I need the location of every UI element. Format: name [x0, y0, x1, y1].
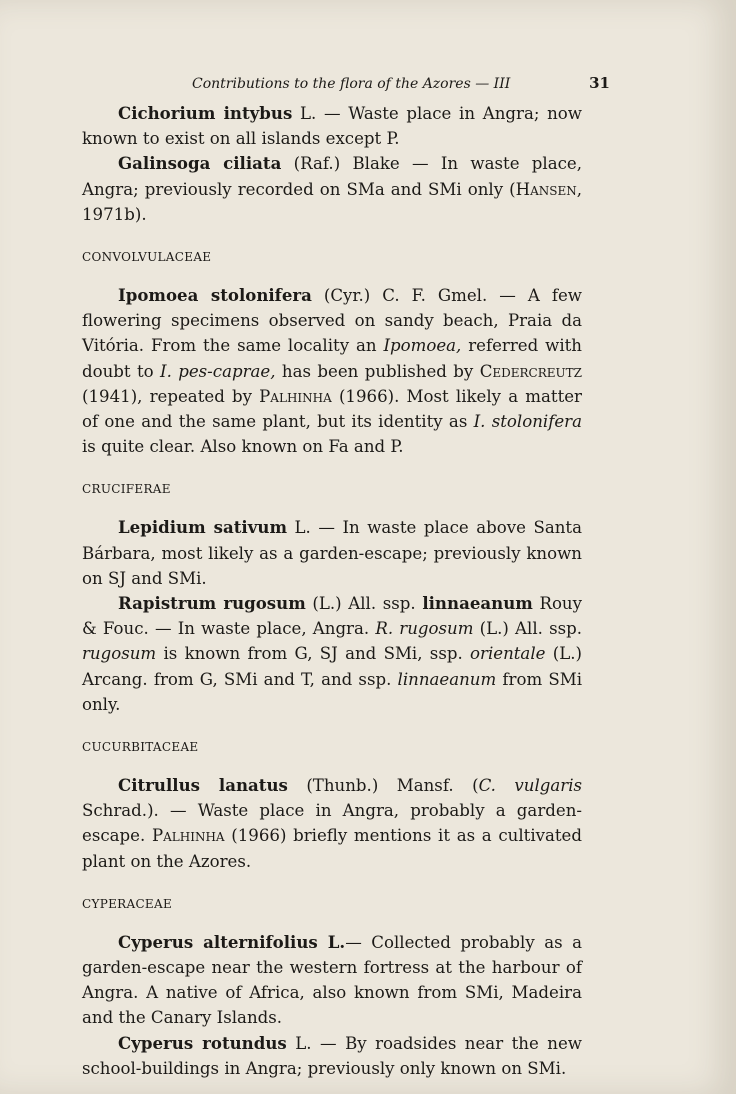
running-title: Contributions to the flora of the Azores — III	[192, 76, 511, 92]
author-name: Hansen	[515, 179, 577, 199]
entry-galinsoga: Galinsoga ciliata (Raf.) Blake — In waste place, Angra; previously recorded on SMa and SMi only (Hansen, 1971b).	[82, 153, 583, 224]
entry-cyperus-rotundus: Cyperus rotundus L. — By roadsides near the new school-buildings in Angra; previously only known on SMi.	[82, 1032, 582, 1078]
entry-cichorium: Cichorium intybus L. — Waste place in Angra; now known to exist on all islands except P.	[82, 103, 582, 149]
species-name: Ipomoea stolonifera	[118, 285, 312, 306]
author-name: Palhinha	[259, 386, 332, 406]
entry-citrullus: Citrullus lanatus (Thunb.) Mansf. (C. vulgaris Schrad.). — Waste place in Angra, probably a garden-escape. Palhinha (1966) briefly mentions it as a cultivated plant on the Azores.	[82, 775, 583, 871]
page-content	[82, 101, 582, 1081]
author-name: Palhinha	[151, 826, 225, 846]
family-heading: CUCURBITACEAE	[82, 740, 199, 755]
entry-lepidium: Lepidium sativum L. — In waste place above Santa Bárbara, most likely as a garden-escape; previously known on SJ and SMi.	[82, 517, 582, 588]
entry-cyperus-alternifolius: Cyperus alternifolius L.— Collected probably as a garden-escape near the western fortress at the harbour of Angra. A native of Africa, also known from SMi, Madeira and the Canary Islands.	[82, 931, 582, 1028]
entry-ipomoea: Ipomoea stolonifera (Cyr.) C. F. Gmel. — A few flowering specimens observed on sandy beach, Praia da Vitória. From the same locality an Ipomoea, referred with doubt to I. pes-caprae, has been published by Cedercreutz (1941), repeated by Palhinha (1966). Most likely a matter of one and the same plant, but its identity as I. stolonifera is quite clear. Also known on Fa and P.	[82, 285, 582, 457]
species-name: Cyperus alternifolius L.	[118, 931, 346, 952]
entry-rapistrum: Rapistrum rugosum (L.) All. ssp. linnaeanum Rouy & Fouc. — In waste place, Angra. R. rugosum (L.) All. ssp. rugosum is known from G, SJ and SMi, ssp. orientale (L.) Arcang. from G, SMi and T, and ssp. linnaeanum from SMi only.	[82, 593, 582, 714]
species-name: Galinsoga ciliata	[118, 153, 282, 174]
family-heading: CYPERACEAE	[82, 896, 173, 911]
family-heading: CRUCIFERAE	[82, 482, 171, 497]
species-name: Cichorium intybus	[118, 103, 293, 123]
author-name: Cedercreutz	[479, 361, 582, 381]
species-name: Citrullus lanatus	[118, 775, 288, 796]
species-name: Lepidium sativum	[118, 517, 288, 538]
species-name: Rapistrum rugosum	[118, 593, 306, 614]
page-number: 31	[589, 74, 610, 92]
family-heading: CONVOLVULACEAE	[82, 250, 212, 265]
page-header	[82, 74, 610, 96]
species-name: Cyperus rotundus	[118, 1032, 287, 1053]
